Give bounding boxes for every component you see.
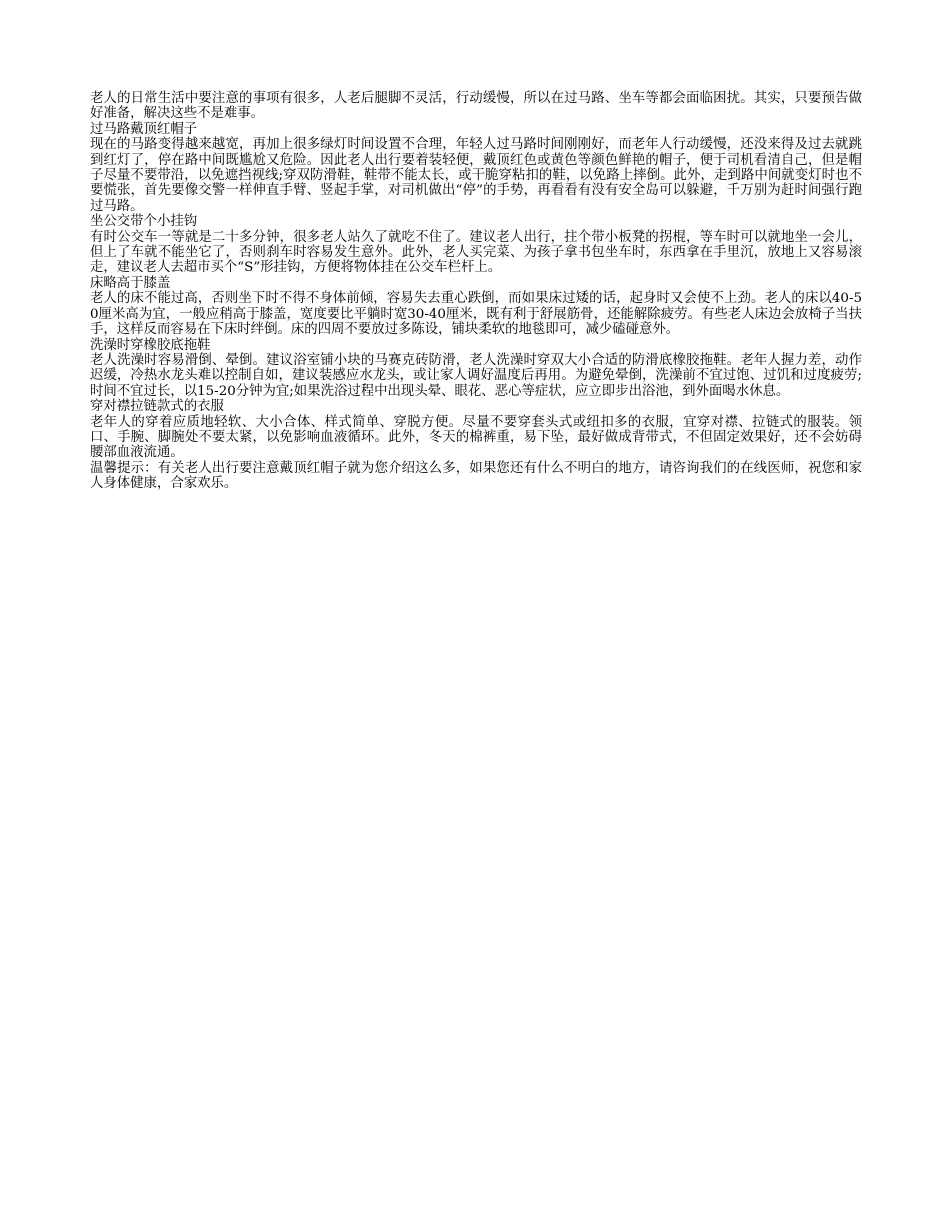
section-heading-bed-height: 床略高于膝盖 xyxy=(90,275,171,291)
article xyxy=(90,91,862,492)
section-body-bus-hook: 有时公交车一等就是二十多分钟，很多老人站久了就吃不住了。建议老人出行，拄个带小板凳的拐棍，等车时可以就地坐一会儿，但上了车就不能坐它了，否则刹车时容易发生意外。此外，老人买完菜、为孩子拿书包坐车时，东西拿在手里沉，放地上又容易滚走，建议老人去超市买个“S”形挂钩，方便将物体挂在公交车栏杆上。 xyxy=(90,229,862,276)
section-heading-crossing-road: 过马路戴顶红帽子 xyxy=(90,121,198,137)
closing-tip: 温馨提示：有关老人出行要注意戴顶红帽子就为您介绍这么多，如果您还有什么不明白的地方，请咨询我们的在线医师，祝您和家人身体健康，合家欢乐。 xyxy=(90,460,862,492)
section-body-bath-slippers: 老人洗澡时容易滑倒、晕倒。建议浴室铺小块的马赛克砖防滑，老人洗澡时穿双大小合适的防滑底橡胶拖鞋。老年人握力差，动作迟缓，冷热水龙头难以控制自如，建议装感应水龙头，或让家人调好温度后再用。为避免晕倒，洗澡前不宜过饱、过饥和过度疲劳;时间不宜过长，以15-20分钟为宜;如果洗浴过程中出现头晕、眼花、恶心等症状，应立即步出浴池，到外面喝水休息。 xyxy=(90,352,862,399)
section-heading-bus-hook: 坐公交带个小挂钩 xyxy=(90,214,198,230)
section-body-crossing-road: 现在的马路变得越来越宽，再加上很多绿灯时间设置不合理，年轻人过马路时间刚刚好，而老年人行动缓慢，还没来得及过去就跳到红灯了，停在路中间既尴尬又危险。因此老人出行要着装轻便，戴顶红色或黄色等颜色鲜艳的帽子，便于司机看清自己，但是帽子尽量不要带沿，以免遮挡视线;穿双防滑鞋，鞋带不能太长，或干脆穿粘扣的鞋，以免路上摔倒。此外，走到路中间就变灯时也不要慌张，首先要像交警一样伸直手臂、竖起手掌，对司机做出“停”的手势，再看看有没有安全岛可以躲避，千万别为赶时间强行跑过马路。 xyxy=(90,137,862,214)
section-body-clothing: 老年人的穿着应质地轻软、大小合体、样式简单、穿脱方便。尽量不要穿套头式或纽扣多的衣服，宜穿对襟、拉链式的服装。领口、手腕、脚腕处不要太紧，以免影响血液循环。此外，冬天的棉裤重，易下坠，最好做成背带式，不但固定效果好，还不会妨碍腰部血液流通。 xyxy=(90,414,862,461)
section-body-bed-height: 老人的床不能过高，否则坐下时不得不身体前倾，容易失去重心跌倒，而如果床过矮的话，起身时又会使不上劲。老人的床以40-50厘米高为宜，一般应稍高于膝盖，宽度要比平躺时宽30-40厘米，既有利于舒展筋骨，还能解除疲劳。有些老人床边会放椅子当扶手，这样反而容易在下床时绊倒。床的四周不要放过多陈设，铺块柔软的地毯即可，减少磕碰意外。 xyxy=(90,291,862,338)
intro-paragraph: 老人的日常生活中要注意的事项有很多，人老后腿脚不灵活，行动缓慢，所以在过马路、坐车等都会面临困扰。其实，只要预告做好准备，解决这些不是难事。 xyxy=(90,91,862,122)
section-heading-clothing: 穿对襟拉链款式的衣服 xyxy=(90,399,224,415)
section-heading-bath-slippers: 洗澡时穿橡胶底拖鞋 xyxy=(90,337,211,353)
